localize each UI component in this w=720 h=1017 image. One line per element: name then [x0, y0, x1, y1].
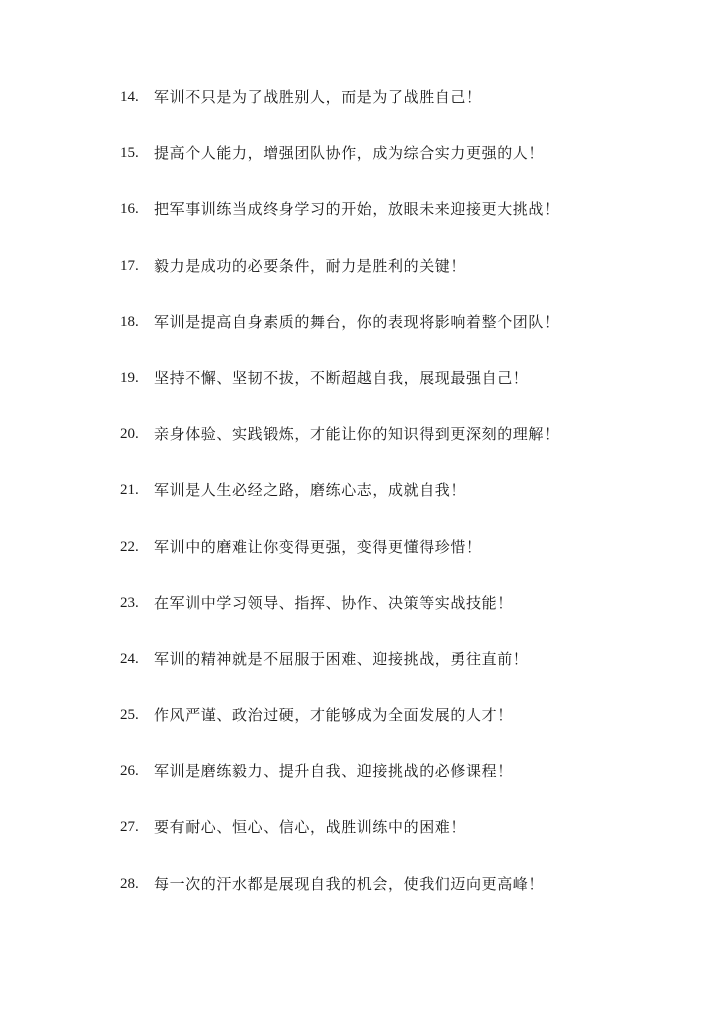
item-text: 军训是人生必经之路，磨练心志，成就自我！: [154, 481, 467, 500]
item-number: 14.: [120, 89, 139, 105]
list-item: [120, 479, 680, 535]
list-item: [120, 198, 680, 254]
list-item: [120, 423, 680, 479]
item-text: 亲身体验、实践锻炼，才能让你的知识得到更深刻的理解！: [154, 425, 560, 444]
item-number: 27.: [120, 819, 139, 836]
item-text: 军训是磨练毅力、提升自我、迎接挑战的必修课程！: [154, 762, 513, 781]
list-item: [120, 592, 680, 648]
list-item: [120, 142, 680, 198]
item-text: 作风严谨、政治过硬，才能够成为全面发展的人才！: [154, 706, 513, 725]
list-item: [120, 873, 680, 929]
item-number: 19.: [120, 369, 139, 386]
item-text: 坚持不懈、坚韧不拔，不断超越自我，展现最强自己！: [154, 368, 529, 387]
item-text: 毅力是成功的必要条件，耐力是胜利的关键！: [154, 256, 467, 275]
item-number: 17.: [120, 257, 139, 274]
item-number: 25.: [120, 707, 139, 724]
list-item: [120, 760, 680, 816]
item-number: 21.: [120, 482, 139, 499]
item-number: 16.: [120, 201, 139, 218]
list-item: [120, 648, 680, 704]
item-number: 20.: [120, 426, 139, 443]
item-number: 23.: [120, 594, 139, 611]
item-text: 每一次的汗水都是展现自我的机会，使我们迈向更高峰！: [154, 874, 545, 893]
item-number: 22.: [120, 538, 139, 555]
list-item: [120, 367, 680, 423]
item-number: 26.: [120, 763, 139, 780]
list-item: [120, 86, 680, 142]
item-text: 军训中的磨难让你变得更强，变得更懂得珍惜！: [154, 537, 482, 556]
list-item: [120, 311, 680, 367]
item-text: 军训的精神就是不屈服于困难、迎接挑战，勇往直前！: [154, 649, 529, 668]
item-number: 18.: [120, 313, 139, 330]
item-text: 要有耐心、恒心、信心，战胜训练中的困难！: [154, 818, 467, 837]
item-number: 15.: [120, 145, 139, 162]
item-text: 军训是提高自身素质的舞台，你的表现将影响着整个团队！: [154, 312, 560, 331]
item-text: 把军事训练当成终身学习的开始，放眼未来迎接更大挑战！: [154, 200, 560, 219]
list-item: [120, 816, 680, 872]
list-item: [120, 704, 680, 760]
item-text: 提高个人能力，增强团队协作，成为综合实力更强的人！: [154, 144, 545, 163]
list-item: [120, 536, 680, 592]
item-number: 28.: [120, 875, 139, 892]
list-item: [120, 255, 680, 311]
item-number: 24.: [120, 650, 139, 667]
item-text: 在军训中学习领导、指挥、协作、决策等实战技能！: [154, 593, 513, 612]
item-text: 军训不只是为了战胜别人，而是为了战胜自己！: [154, 88, 482, 106]
numbered-list: [120, 86, 680, 929]
